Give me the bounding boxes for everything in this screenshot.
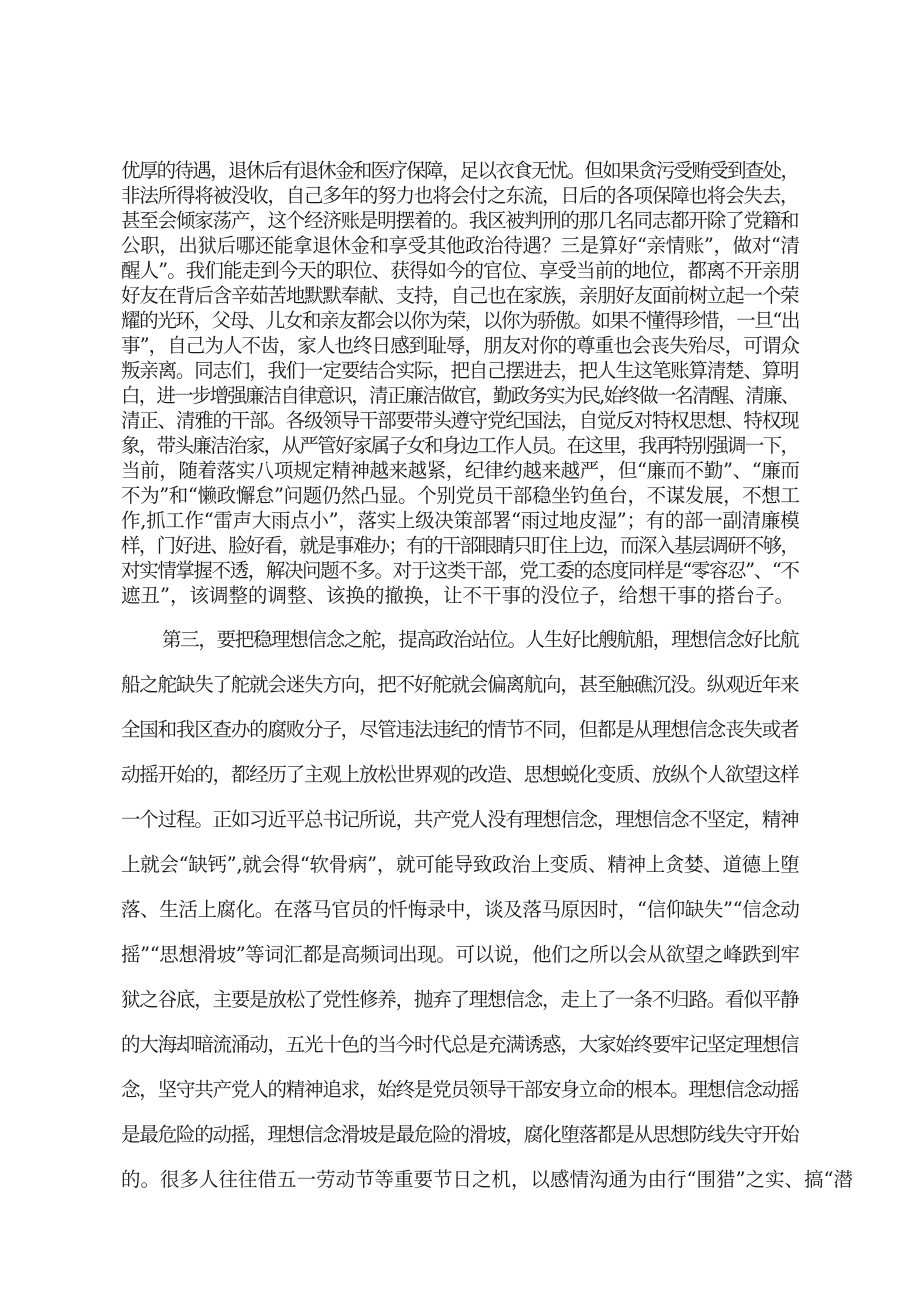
text-line: 当前，随着落实八项规定精神越来越紧，纪律约越来越严，但“廉而不勤”、“廉而	[121, 459, 800, 482]
text-line: 一个过程。正如习近平总书记所说，共产党人没有理想信念，理想信念不坚定，精神	[121, 808, 799, 831]
text-line: 公职，出狱后哪还能拿退休金和享受其他政治待遇？三是算好“亲情账”，做对“清	[121, 234, 800, 257]
text-line: 非法所得将被没收，自己多年的努力也将会付之东流，日后的各项保障也将会失去，	[121, 184, 799, 207]
text-line: 全国和我区查办的腐败分子，尽管违法违纪的情节不同，但都是从理想信念丧失或者	[121, 718, 799, 741]
text-line: 狱之谷底，主要是放松了党性修养，抛弃了理想信念，走上了一条不归路。看似平静	[121, 988, 799, 1011]
text-line: 优厚的待遇，退休后有退休金和医疗保障，足以衣食无忧。但如果贪污受贿受到查处，	[121, 159, 799, 182]
text-line: 作,抓工作“雷声大雨点小”，落实上级决策部署“雨过地皮湿”；有的部一副清廉模	[121, 509, 800, 532]
text-line: 叛亲离。同志们，我们一定要结合实际，把自己摆进去，把人生这笔账算清楚、算明	[121, 359, 799, 382]
text-line: 落、生活上腐化。在落马官员的忏悔录中，谈及落马原因时，“信仰缺失”“信念动	[121, 898, 800, 921]
text-line: 事”，自己为人不齿，家人也终日感到耻辱，朋友对你的尊重也会丧失殆尽，可谓众	[121, 334, 800, 357]
text-line: 念，坚守共产党人的精神追求，始终是党员领导干部安身立命的根本。理想信念动摇	[121, 1078, 799, 1101]
text-line: 耀的光环，父母、儿女和亲友都会以你为荣，以你为骄傲。如果不懂得珍惜，一旦“出	[121, 309, 800, 332]
text-line: 好友在背后含辛茹苦地默默奉献、支持，自己也在家族，亲朋好友面前树立起一个荣	[121, 284, 799, 307]
text-line: 白，进一步增强廉洁自律意识，清正廉洁做官，勤政务实为民,始终做一名清醒、清廉、	[121, 384, 799, 407]
text-line: 对实情掌握不透，解决问题不多。对于这类干部，党工委的态度同样是“零容忍”、“不	[121, 559, 799, 582]
text-line: 象，带头廉洁治家，从严管好家属子女和身边工作人员。在这里，我再特别强调一下，	[121, 434, 799, 457]
text-line: 遮丑”，该调整的调整、该换的撤换，让不干事的没位子，给想干事的搭台子。	[121, 584, 794, 607]
text-line: 第三，要把稳理想信念之舵，提高政治站位。人生好比艘航船，理想信念好比航	[162, 628, 799, 651]
text-line: 上就会“缺钙”,就会得“软骨病”，就可能导致政治上变质、精神上贪婪、道德上堕	[121, 853, 800, 876]
text-line: 醒人”。我们能走到今天的职位、获得如今的官位、享受当前的地位，都离不开亲朋	[121, 259, 800, 282]
text-line: 摇”“思想滑坡”等词汇都是高频词出现。可以说，他们之所以会从欲望之峰跌到牢	[121, 943, 800, 966]
text-line: 不为”和“懒政懈怠”问题仍然凸显。个别党员干部稳坐钓鱼台，不谋发展，不想工	[121, 484, 800, 507]
text-line: 的大海却暗流涌动，五光十色的当今时代总是充满诱惑，大家始终要牢记坚定理想信	[121, 1033, 799, 1056]
text-line: 动摇开始的，都经历了主观上放松世界观的改造、思想蜕化变质、放纵个人欲望这样	[121, 763, 799, 786]
text-line: 样，门好进、脸好看，就是事难办；有的干部眼睛只盯住上边，而深入基层调研不够，	[121, 534, 799, 557]
text-line: 是最危险的动摇，理想信念滑坡是最危险的滑坡，腐化堕落都是从思想防线失守开始	[121, 1123, 799, 1146]
text-line: 甚至会倾家荡产，这个经济账是明摆着的。我区被判刑的那几名同志都开除了党籍和	[121, 209, 799, 232]
text-line: 清正、清雅的干部。各级领导干部要带头遵守党纪国法，自觉反对特权思想、特权现	[121, 409, 799, 432]
text-line: 的。很多人往往借五一劳动节等重要节日之机，以感情沟通为由行“围猎”之实、搞“潜	[121, 1168, 853, 1191]
text-line: 船之舵缺失了舵就会迷失方向，把不好舵就会偏离航向，甚至触礁沉没。纵观近年来	[121, 673, 799, 696]
